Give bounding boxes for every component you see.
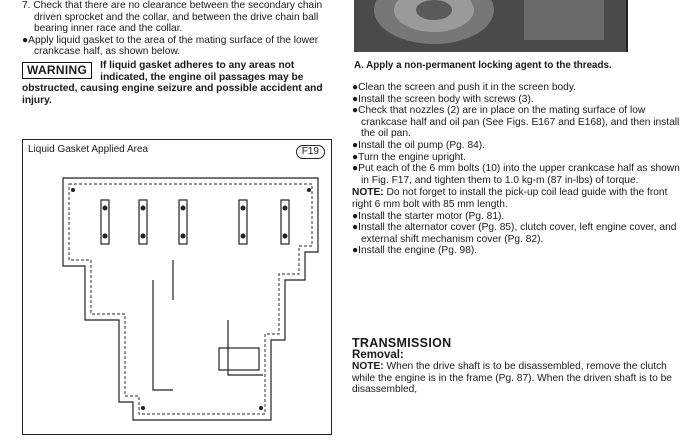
warning-text: If liquid gasket adheres to any areas not indicated, the engine oil passages may be obstructed, causing engine seizure and possible accident and injury. xyxy=(22,59,323,106)
bolt-hole xyxy=(259,406,263,410)
left-column xyxy=(22,0,332,106)
warning-block xyxy=(22,60,332,106)
step-tighten-bolts: ●Put each of the 6 mm bolts (10) into the upper crankcase half as shown in Fig. F17, and tighten them to 1.0 kg-m (87 in-lbs) of torque. xyxy=(352,163,680,186)
photo-caption: A. Apply a non-permanent locking agent to the threads. xyxy=(354,60,612,71)
step-install-covers: ●Install the alternator cover (Pg. 85), clutch cover, left engine cover, and external shift mechanism cover (Pg. 82). xyxy=(352,222,677,245)
crankcase-diagram xyxy=(23,140,333,436)
subsection-title: Removal: xyxy=(352,348,404,361)
bolt-hole xyxy=(283,206,288,211)
step-turn-engine: ●Turn the engine upright. xyxy=(352,151,466,163)
bolt-hole xyxy=(181,206,186,211)
bolt-hole xyxy=(241,206,246,211)
figure-f19 xyxy=(22,139,332,435)
transmission-section xyxy=(352,338,682,396)
note-text: When the drive shaft is to be disassembled, remove the clutch while the engine is in the frame (Pg. 87). When the driven shaft is to be disassembled, xyxy=(352,361,672,396)
step-apply-gasket: ●Apply liquid gasket to the area of the mating surface of the lower crankcase half, as shown below. xyxy=(22,34,319,58)
bolt-hole xyxy=(103,206,108,211)
note-pickup-coil xyxy=(352,187,682,210)
engine-photo-image xyxy=(354,0,626,52)
step-install-screen-body: ●Install the screen body with screws (3). xyxy=(352,93,534,105)
note-label: NOTE: xyxy=(352,361,384,373)
bolt-hole xyxy=(103,234,108,239)
gasket-band xyxy=(69,184,312,414)
inner-wall xyxy=(153,280,173,390)
step-clean-screen: ●Clean the screen and push it in the screen body. xyxy=(352,82,576,93)
figure-id: F19 xyxy=(296,145,325,159)
figure-caption: Liquid Gasket Applied Area xyxy=(28,144,149,155)
note-text: Do not forget to install the pick-up coil lead guide with the front right 6 mm bolt with 85 mm length. xyxy=(352,187,668,210)
engine-photo xyxy=(354,0,628,52)
step-install-engine: ●Install the engine (Pg. 98). xyxy=(352,245,478,257)
bolt-hole xyxy=(71,188,75,192)
warning-badge: WARNING xyxy=(22,62,92,79)
bolt-hole xyxy=(241,234,246,239)
step-install-oil-pump: ●Install the oil pump (Pg. 84). xyxy=(352,139,485,151)
right-column-steps xyxy=(352,82,682,257)
bolt-hole xyxy=(141,406,145,410)
inner-block xyxy=(219,348,259,370)
step-7: 7. Check that there are no clearance between the secondary chain driven sprocket and the collar, and between the drive chain ball bearing inner race and the collar. xyxy=(22,0,323,35)
section-title: TRANSMISSION xyxy=(352,336,452,350)
bolt-hole xyxy=(181,234,186,239)
step-install-starter: ●Install the starter motor (Pg. 81). xyxy=(352,210,505,222)
note-transmission xyxy=(352,361,682,396)
bolt-hole xyxy=(141,206,146,211)
bolt-hole xyxy=(307,188,311,192)
bolt-hole xyxy=(141,234,146,239)
bolt-hole xyxy=(283,234,288,239)
step-check-nozzles: ●Check that nozzles (2) are in place on the mating surface of low crankcase half and oil pan (See Figs. E167 and E168), and then install the oil pan. xyxy=(352,105,680,140)
note-label: NOTE: xyxy=(352,187,384,199)
